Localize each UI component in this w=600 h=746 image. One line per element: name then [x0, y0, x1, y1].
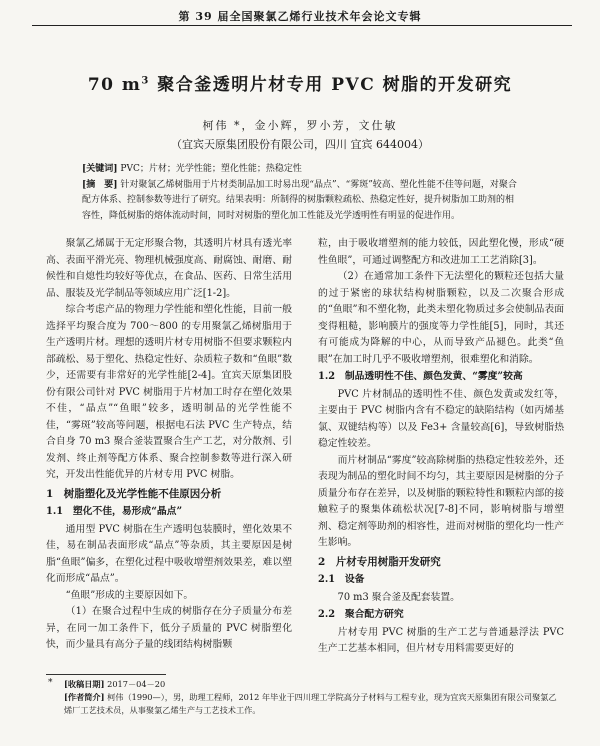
footnotes [64, 678, 560, 717]
paragraph: 70 m3 聚合釜及配套装置。 [337, 591, 460, 603]
abstract-block [82, 162, 518, 224]
paragraph: 聚氯乙烯属于无定形聚合物，其透明片材具有透光率高、表面平滑光亮、物理机械强度高、耐腐蚀、耐磨、耐候性和自熄性均较好等优点，在食品、医药、日常生活用品、服装及光学制品等领域应用广泛[1-2]。 [46, 238, 292, 299]
paragraph: PVC 片材制品的透明性不佳、颜色发黄或发红等，主要由于 PVC 树脂内含有不稳定的缺陷结构（如丙烯基氯、双键结构等）以及 Fe3+ 含量较高[6]，导致树脂热稳定性较差。 [318, 388, 564, 449]
paragraph: 粒，由于吸收增塑剂的能力较低，因此塑化慢，形成“硬性鱼眼”，可通过调整配方和改进加工工艺消除[3]。 [318, 238, 564, 266]
title-sup: 3 [141, 75, 150, 87]
header-rule [32, 25, 572, 26]
title-rest: 聚合釜透明片材专用 PVC 树脂的开发研究 [149, 75, 513, 95]
section-heading: 2.1 设备 [318, 574, 365, 585]
keywords-text: PVC；片材；光学性能；塑化性能；热稳定性 [120, 164, 302, 174]
running-header: 第 39 届全国聚氯乙烯行业技术年会论文专辑 [178, 10, 422, 23]
right-column [318, 236, 564, 658]
affiliation: （宜宾天原集团股份有限公司，四川 宜宾 644004） [171, 138, 429, 151]
left-column [46, 236, 292, 654]
title-prefix: 70 m [87, 75, 142, 95]
paragraph: （2）在通常加工条件下无法塑化的颗粒还包括大量的过于紧密的球状结构树脂颗粒，以及二次聚合形成的“鱼眼”和不塑化物，此类未塑化物质过多会使制品表面变得粗糙，影响膜片的强度等力学性能[5]，同时，其还有可能成为降解的中心，从而导致产品褪色。此类“鱼眼”在加工时几乎不吸收增塑剂，很难塑化和消除。 [318, 271, 564, 365]
bio-text: 柯伟（1990—），男，助理工程师，2012 年毕业于四川理工学院高分子材料与工程专业，现为宜宾天原集团有限公司聚氯乙烯厂工艺技术员，从事聚氯乙烯生产与工艺技术工作。 [64, 692, 557, 715]
received-line [64, 678, 560, 691]
section-heading: 2 片材专用树脂开发研究 [318, 555, 441, 568]
section-heading: 1.1 塑化不佳，易形成“晶点” [46, 506, 183, 517]
bio-line [64, 691, 560, 717]
keywords-label: [关键词] [82, 164, 118, 174]
footnote-star: * [48, 678, 53, 688]
footnote-rule [46, 674, 166, 675]
section-heading: 1 树脂塑化及光学性能不佳原因分析 [46, 487, 222, 500]
section-heading: 1.2 制品透明性不佳、颜色发黄、“雾度”较高 [318, 371, 523, 382]
paragraph: （1）在聚合过程中生成的树脂存在分子质量分布差异，在同一加工条件下，低分子质量的 PVC 树脂塑化快，而少量具有高分子量的线团结构树脂颗 [46, 606, 292, 650]
paragraph: 通用型 PVC 树脂在生产透明包装膜时，塑化效果不佳，易在制品表面形成“晶点”等杂质，其主要原因是树脂“鱼眼”偏多，在塑化过程中吸收增塑剂效果差，难以塑化而形成“晶点”。 [46, 523, 292, 584]
paragraph: “鱼眼”形成的主要原因如下。 [65, 589, 194, 601]
keywords [82, 162, 518, 178]
paragraph: 综合考虑产品的物理力学性能和塑化性能，目前一般选择平均聚合度为 700～800 的专用聚氯乙烯树脂用于生产透明片材。理想的透明片材专用树脂不但要求颗粒内部疏松、易于塑化、热稳定性好、杂质粒子数和“鱼眼”数少，还需要有非常好的光学性能[2-4]。宜宾天原集团股份有限公司针对 PVC 树脂用于片材加工时存在塑化效果不佳，“晶点”“鱼眼”较多，透明制品的光学性能不佳，“雾斑”较高等问题，根据电石法 PVC 生产特点，结合自身 70 m3 聚合釜装置聚合生产工艺，对分散剂、引发剂、终止剂等配方体系、聚合控制参数等进行深入研究，开发出性能优异的片材专用 PVC 树脂。 [46, 304, 292, 480]
abstract [82, 178, 518, 225]
paper-title [0, 70, 600, 95]
abstract-text: 针对聚氯乙烯树脂用于片材类制品加工时易出现“晶点”、“雾斑”较高、塑化性能不佳等问题，对聚合配方体系、控制参数等进行了研究。结果表明：所制得的树脂颗粒疏松、热稳定性好，提升树脂加工助剂的相容性，降低树脂的熔体流动时间，同时对树脂的塑化加工性能及光学透明性有明显的促进作用。 [82, 179, 517, 221]
section-heading: 2.2 聚合配方研究 [318, 609, 404, 620]
paragraph: 而片材制品“雾度”较高除树脂的热稳定性较差外，还表现为制品的塑化时间不均匀，其主要原因是树脂的分子质量分布存在差异，以及树脂的颗粒特性和颗粒内部的接触粒子的聚集体疏松状况[7-8]不同，影响树脂与增塑剂、稳定剂等助剂的相容性，进而对树脂的塑化均一性产生影响。 [318, 454, 564, 548]
received-date: 2017－04－20 [107, 679, 166, 689]
paragraph: 片材专用 PVC 树脂的生产工艺与普通悬浮法 PVC 生产工艺基本相同，但片材专用料需要更好的 [318, 626, 564, 654]
authors: 柯伟 *，金小辉，罗小芳，文仕敏 [202, 119, 398, 132]
bio-label: [作者简介] [64, 692, 105, 702]
received-label: [收稿日期] [64, 679, 105, 689]
abstract-label: [摘 要] [82, 179, 118, 190]
